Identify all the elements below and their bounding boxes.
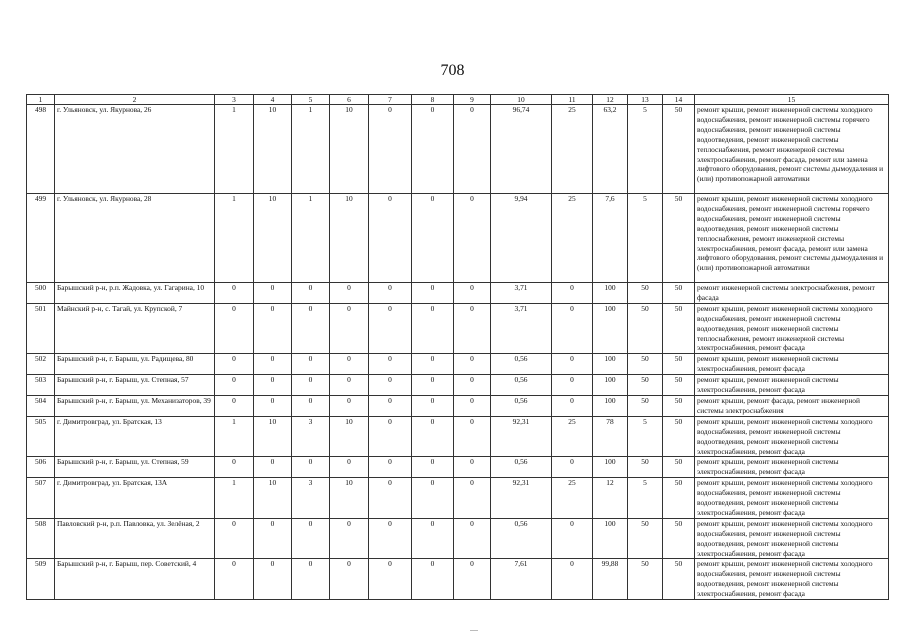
value-cell: 0 <box>552 354 593 375</box>
value-cell: 0 <box>369 303 412 354</box>
value-cell: 78 <box>593 416 628 457</box>
column-header: 10 <box>491 95 552 105</box>
value-cell: 0 <box>254 395 292 416</box>
table-row <box>27 518 889 559</box>
value-cell: 10 <box>330 105 369 194</box>
value-cell: 100 <box>593 303 628 354</box>
row-number-cell: 509 <box>27 559 55 600</box>
value-cell: 10 <box>254 105 292 194</box>
value-cell: 0 <box>330 354 369 375</box>
value-cell: 0 <box>215 283 254 304</box>
value-cell: 25 <box>552 416 593 457</box>
value-cell: 50 <box>663 518 695 559</box>
value-cell: 96,74 <box>491 105 552 194</box>
value-cell: 0 <box>412 354 454 375</box>
value-cell: 0,56 <box>491 395 552 416</box>
value-cell: 1 <box>215 416 254 457</box>
value-cell: 0 <box>412 375 454 396</box>
value-cell: 99,88 <box>593 559 628 600</box>
value-cell: 50 <box>628 457 663 478</box>
value-cell: 0 <box>552 283 593 304</box>
value-cell: 1 <box>215 105 254 194</box>
value-cell: 0 <box>369 283 412 304</box>
scan-artifact <box>470 630 478 631</box>
value-cell: 25 <box>552 478 593 519</box>
value-cell: 0 <box>292 559 330 600</box>
value-cell: 50 <box>663 395 695 416</box>
address-cell: Барышский р-н, г. Барыш, ул. Степная, 57 <box>55 375 215 396</box>
value-cell: 63,2 <box>593 105 628 194</box>
value-cell: 50 <box>628 559 663 600</box>
value-cell: 0 <box>215 395 254 416</box>
page-number: 708 <box>440 62 465 79</box>
column-header: 1 <box>27 95 55 105</box>
address-cell: г. Ульяновск, ул. Якурнова, 28 <box>55 194 215 283</box>
value-cell: 0 <box>454 303 491 354</box>
value-cell: 50 <box>663 457 695 478</box>
value-cell: 100 <box>593 518 628 559</box>
works-cell: ремонт крыши, ремонт инженерной системы холодного водоснабжения, ремонт инженерной системы водоотведения, ремонт инженерной системы электроснабжения, ремонт фасада <box>695 559 889 600</box>
value-cell: 0 <box>412 194 454 283</box>
value-cell: 0 <box>254 518 292 559</box>
value-cell: 0 <box>254 283 292 304</box>
works-cell: ремонт крыши, ремонт инженерной системы холодного водоснабжения, ремонт инженерной системы водоотведения, ремонт инженерной системы электроснабжения, ремонт фасада <box>695 518 889 559</box>
row-number-cell: 504 <box>27 395 55 416</box>
value-cell: 7,61 <box>491 559 552 600</box>
value-cell: 0 <box>369 105 412 194</box>
value-cell: 50 <box>628 303 663 354</box>
value-cell: 0 <box>292 457 330 478</box>
address-cell: Майнский р-н, с. Тагай, ул. Крупской, 7 <box>55 303 215 354</box>
value-cell: 0,56 <box>491 457 552 478</box>
value-cell: 0 <box>215 559 254 600</box>
column-header: 2 <box>55 95 215 105</box>
value-cell: 0 <box>369 478 412 519</box>
value-cell: 0 <box>369 375 412 396</box>
value-cell: 0 <box>454 416 491 457</box>
value-cell: 0 <box>292 303 330 354</box>
value-cell: 0 <box>215 375 254 396</box>
row-number-cell: 502 <box>27 354 55 375</box>
value-cell: 0 <box>330 375 369 396</box>
value-cell: 100 <box>593 457 628 478</box>
header-row <box>27 95 889 105</box>
value-cell: 0 <box>292 395 330 416</box>
value-cell: 50 <box>663 416 695 457</box>
value-cell: 0 <box>454 478 491 519</box>
table-row <box>27 194 889 283</box>
value-cell: 50 <box>663 105 695 194</box>
value-cell: 0 <box>552 303 593 354</box>
works-cell: ремонт крыши, ремонт инженерной системы холодного водоснабжения, ремонт инженерной системы горячего водоснабжения, ремонт инженерной системы водоотведения, ремонт инженерной системы теплоснабжения, ремонт инженерной системы электроснабжения, ремонт фасада, ремонт или замена лифтового оборудования, ремонт системы дымоудаления и (или) противопожарной автоматики <box>695 194 889 283</box>
value-cell: 50 <box>628 354 663 375</box>
value-cell: 5 <box>628 194 663 283</box>
value-cell: 0 <box>330 559 369 600</box>
column-header: 9 <box>454 95 491 105</box>
column-header: 14 <box>663 95 695 105</box>
column-header: 7 <box>369 95 412 105</box>
row-number-cell: 499 <box>27 194 55 283</box>
table-row <box>27 559 889 600</box>
value-cell: 0 <box>330 457 369 478</box>
value-cell: 5 <box>628 105 663 194</box>
address-cell: г. Ульяновск, ул. Якурнова, 26 <box>55 105 215 194</box>
value-cell: 0 <box>215 303 254 354</box>
value-cell: 0 <box>215 518 254 559</box>
value-cell: 0 <box>454 559 491 600</box>
column-header: 8 <box>412 95 454 105</box>
value-cell: 1 <box>292 194 330 283</box>
value-cell: 0 <box>369 416 412 457</box>
value-cell: 0 <box>454 194 491 283</box>
row-number-cell: 500 <box>27 283 55 304</box>
address-cell: Павловский р-н, р.п. Павловка, ул. Зелёная, 2 <box>55 518 215 559</box>
value-cell: 0 <box>454 354 491 375</box>
works-cell: ремонт крыши, ремонт инженерной системы электроснабжения, ремонт фасада <box>695 375 889 396</box>
value-cell: 50 <box>663 283 695 304</box>
address-cell: г. Димитровград, ул. Братская, 13А <box>55 478 215 519</box>
value-cell: 50 <box>663 375 695 396</box>
value-cell: 0 <box>552 457 593 478</box>
works-cell: ремонт крыши, ремонт инженерной системы холодного водоснабжения, ремонт инженерной системы водоотведения, ремонт инженерной системы теплоснабжения, ремонт инженерной системы электроснабжения, ремонт фасада <box>695 303 889 354</box>
value-cell: 92,31 <box>491 478 552 519</box>
value-cell: 7,6 <box>593 194 628 283</box>
value-cell: 50 <box>628 395 663 416</box>
value-cell: 100 <box>593 283 628 304</box>
row-number-cell: 503 <box>27 375 55 396</box>
row-number-cell: 498 <box>27 105 55 194</box>
value-cell: 0,56 <box>491 354 552 375</box>
column-header: 3 <box>215 95 254 105</box>
value-cell: 0 <box>412 457 454 478</box>
capital-repair-table <box>26 94 889 600</box>
value-cell: 0 <box>215 457 254 478</box>
value-cell: 0 <box>552 375 593 396</box>
value-cell: 0 <box>254 375 292 396</box>
table-row <box>27 354 889 375</box>
value-cell: 3 <box>292 416 330 457</box>
column-header: 12 <box>593 95 628 105</box>
value-cell: 100 <box>593 354 628 375</box>
value-cell: 50 <box>663 478 695 519</box>
row-number-cell: 501 <box>27 303 55 354</box>
value-cell: 10 <box>330 416 369 457</box>
table-row <box>27 457 889 478</box>
value-cell: 0 <box>254 457 292 478</box>
table-row <box>27 105 889 194</box>
value-cell: 25 <box>552 194 593 283</box>
value-cell: 5 <box>628 478 663 519</box>
value-cell: 0 <box>454 457 491 478</box>
value-cell: 1 <box>215 478 254 519</box>
value-cell: 0,56 <box>491 375 552 396</box>
works-cell: ремонт крыши, ремонт инженерной системы электроснабжения, ремонт фасада <box>695 354 889 375</box>
works-cell: ремонт крыши, ремонт инженерной системы электроснабжения, ремонт фасада <box>695 457 889 478</box>
works-cell: ремонт крыши, ремонт инженерной системы холодного водоснабжения, ремонт инженерной системы водоотведения, ремонт инженерной системы электроснабжения, ремонт фасада <box>695 478 889 519</box>
value-cell: 0 <box>330 518 369 559</box>
value-cell: 0 <box>369 395 412 416</box>
value-cell: 0 <box>369 559 412 600</box>
value-cell: 10 <box>330 478 369 519</box>
value-cell: 0 <box>412 283 454 304</box>
value-cell: 10 <box>254 416 292 457</box>
value-cell: 0 <box>454 518 491 559</box>
value-cell: 0 <box>412 416 454 457</box>
value-cell: 0 <box>454 283 491 304</box>
address-cell: Барышский р-н, г. Барыш, пер. Советский, 4 <box>55 559 215 600</box>
value-cell: 0 <box>552 559 593 600</box>
table-row <box>27 375 889 396</box>
value-cell: 100 <box>593 395 628 416</box>
address-cell: Барышский р-н, г. Барыш, ул. Радищева, 80 <box>55 354 215 375</box>
value-cell: 1 <box>292 105 330 194</box>
value-cell: 3 <box>292 478 330 519</box>
works-cell: ремонт крыши, ремонт фасада, ремонт инженерной системы электроснабжения <box>695 395 889 416</box>
value-cell: 0 <box>292 354 330 375</box>
value-cell: 0 <box>254 559 292 600</box>
value-cell: 10 <box>254 194 292 283</box>
value-cell: 3,71 <box>491 303 552 354</box>
value-cell: 50 <box>628 518 663 559</box>
value-cell: 10 <box>254 478 292 519</box>
table-row <box>27 303 889 354</box>
works-cell: ремонт крыши, ремонт инженерной системы холодного водоснабжения, ремонт инженерной системы водоотведения, ремонт инженерной системы электроснабжения, ремонт фасада <box>695 416 889 457</box>
address-cell: г. Димитровград, ул. Братская, 13 <box>55 416 215 457</box>
value-cell: 0 <box>412 478 454 519</box>
value-cell: 0 <box>412 105 454 194</box>
value-cell: 0 <box>330 395 369 416</box>
column-header: 6 <box>330 95 369 105</box>
value-cell: 0 <box>330 303 369 354</box>
value-cell: 1 <box>215 194 254 283</box>
value-cell: 3,71 <box>491 283 552 304</box>
value-cell: 0 <box>454 395 491 416</box>
value-cell: 0 <box>369 354 412 375</box>
works-cell: ремонт инженерной системы электроснабжения, ремонт фасада <box>695 283 889 304</box>
column-header: 15 <box>695 95 889 105</box>
value-cell: 0 <box>454 375 491 396</box>
value-cell: 0 <box>292 375 330 396</box>
value-cell: 0 <box>254 303 292 354</box>
value-cell: 12 <box>593 478 628 519</box>
table-row <box>27 416 889 457</box>
value-cell: 0 <box>552 518 593 559</box>
value-cell: 0 <box>369 518 412 559</box>
value-cell: 0 <box>292 518 330 559</box>
value-cell: 10 <box>330 194 369 283</box>
column-header: 13 <box>628 95 663 105</box>
column-header: 4 <box>254 95 292 105</box>
works-cell: ремонт крыши, ремонт инженерной системы холодного водоснабжения, ремонт инженерной системы горячего водоснабжения, ремонт инженерной системы водоотведения, ремонт инженерной системы теплоснабжения, ремонт инженерной системы электроснабжения, ремонт фасада, ремонт или замена лифтового оборудования, ремонт системы дымоудаления и (или) противопожарной автоматики <box>695 105 889 194</box>
row-number-cell: 505 <box>27 416 55 457</box>
value-cell: 0 <box>412 559 454 600</box>
value-cell: 0 <box>254 354 292 375</box>
column-header: 11 <box>552 95 593 105</box>
value-cell: 0 <box>412 303 454 354</box>
value-cell: 50 <box>663 194 695 283</box>
value-cell: 50 <box>628 283 663 304</box>
value-cell: 0 <box>369 457 412 478</box>
column-header: 5 <box>292 95 330 105</box>
address-cell: Барышский р-н, р.п. Жадовка, ул. Гагарина, 10 <box>55 283 215 304</box>
value-cell: 50 <box>628 375 663 396</box>
value-cell: 0 <box>369 194 412 283</box>
value-cell: 0,56 <box>491 518 552 559</box>
table-row <box>27 283 889 304</box>
value-cell: 5 <box>628 416 663 457</box>
value-cell: 92,31 <box>491 416 552 457</box>
value-cell: 9,94 <box>491 194 552 283</box>
table-row <box>27 395 889 416</box>
value-cell: 0 <box>412 518 454 559</box>
value-cell: 0 <box>215 354 254 375</box>
value-cell: 0 <box>454 105 491 194</box>
row-number-cell: 508 <box>27 518 55 559</box>
address-cell: Барышский р-н, г. Барыш, ул. Степная, 59 <box>55 457 215 478</box>
value-cell: 100 <box>593 375 628 396</box>
value-cell: 0 <box>292 283 330 304</box>
value-cell: 50 <box>663 303 695 354</box>
value-cell: 50 <box>663 559 695 600</box>
table-row <box>27 478 889 519</box>
value-cell: 50 <box>663 354 695 375</box>
value-cell: 0 <box>412 395 454 416</box>
row-number-cell: 506 <box>27 457 55 478</box>
row-number-cell: 507 <box>27 478 55 519</box>
value-cell: 0 <box>330 283 369 304</box>
address-cell: Барышский р-н, г. Барыш, ул. Механизаторов, 39 <box>55 395 215 416</box>
value-cell: 25 <box>552 105 593 194</box>
value-cell: 0 <box>552 395 593 416</box>
